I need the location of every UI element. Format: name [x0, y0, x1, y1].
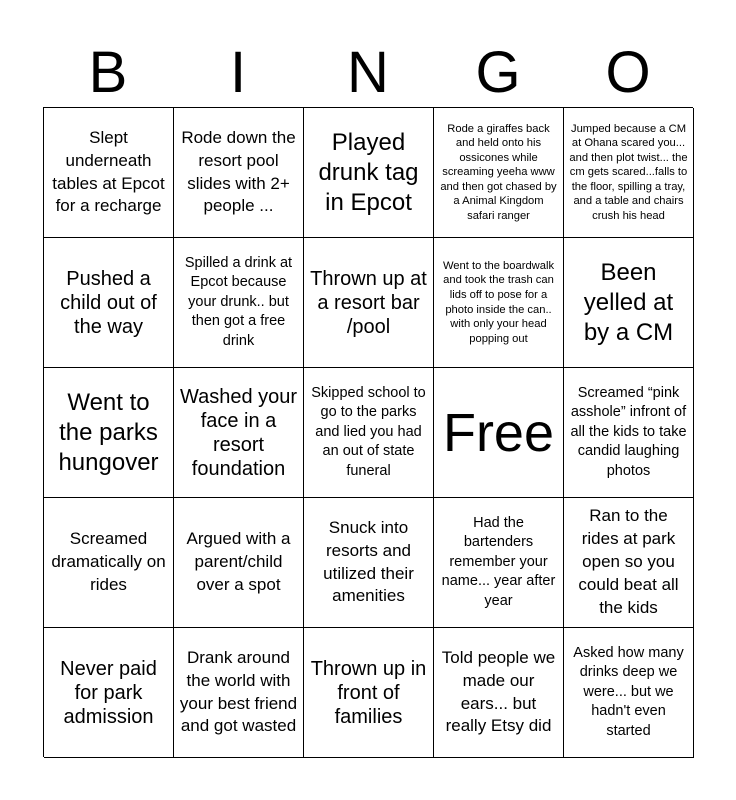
header-letter-b: B: [88, 40, 128, 105]
bingo-cell-r3c3[interactable]: [304, 368, 434, 498]
bingo-cell-r1c4[interactable]: [434, 108, 564, 238]
bingo-cell-r3c2[interactable]: [174, 368, 304, 498]
bingo-cell-r4c5[interactable]: [564, 498, 694, 628]
cell-text: Jumped because a CM at Ohana scared you... and then plot twist... the cm gets scared...falls to the floor, spilling a tray, and a table and chairs crush his head: [569, 122, 688, 222]
cell-text: Went to the boardwalk and took the trash can lids off to pose for a photo inside the can.. with only your head popping out: [442, 259, 555, 345]
cell-text: Been yelled at by a CM: [583, 258, 674, 346]
bingo-cell-r4c3[interactable]: [304, 498, 434, 628]
header-letter-g: G: [475, 40, 521, 105]
bingo-cell-r1c5[interactable]: [564, 108, 694, 238]
cell-text: Thrown up in front of families: [310, 657, 427, 728]
bingo-cell-r2c1[interactable]: [44, 238, 174, 368]
bingo-cell-r2c3[interactable]: [304, 238, 434, 368]
bingo-free-space[interactable]: [434, 368, 564, 498]
bingo-cell-r3c5[interactable]: [564, 368, 694, 498]
cell-text: Rode a giraffes back and held onto his ossicones while screaming yeeha www and then got chased by a Animal Kingdom safari ranger: [440, 122, 557, 222]
cell-text: Had the bartenders remember your name... year after year: [441, 514, 556, 609]
cell-text: Slept underneath tables at Epcot for a recharge: [52, 127, 165, 216]
cell-text: Skipped school to go to the parks and lied you had an out of state funeral: [311, 384, 426, 479]
bingo-cell-r4c2[interactable]: [174, 498, 304, 628]
cell-text: Snuck into resorts and utilized their amenities: [323, 517, 414, 606]
cell-text: Free: [442, 402, 555, 463]
bingo-cell-r5c2[interactable]: [174, 628, 304, 758]
cell-text: Washed your face in a resort foundation: [179, 385, 298, 480]
bingo-cell-r2c4[interactable]: [434, 238, 564, 368]
cell-text: Argued with a parent/child over a spot: [186, 529, 291, 594]
bingo-cell-r5c3[interactable]: [304, 628, 434, 758]
bingo-cell-r2c2[interactable]: [174, 238, 304, 368]
bingo-cell-r5c5[interactable]: [564, 628, 694, 758]
cell-text: Spilled a drink at Epcot because your drunk.. but then got a free drink: [184, 254, 293, 349]
header-letter-i: I: [229, 40, 247, 105]
bingo-cell-r1c3[interactable]: [304, 108, 434, 238]
bingo-header: [43, 40, 693, 106]
cell-text: Never paid for park admission: [60, 657, 157, 728]
cell-text: Screamed dramatically on rides: [51, 529, 166, 594]
bingo-cell-r1c1[interactable]: [44, 108, 174, 238]
bingo-cell-r5c4[interactable]: [434, 628, 564, 758]
bingo-cell-r2c5[interactable]: [564, 238, 694, 368]
bingo-cell-r1c2[interactable]: [174, 108, 304, 238]
cell-text: Thrown up at a resort bar /pool: [310, 267, 427, 338]
cell-text: Went to the parks hungover: [58, 388, 159, 476]
cell-text: Ran to the rides at park open so you could beat all the kids: [578, 506, 679, 617]
bingo-grid: [43, 107, 693, 757]
cell-text: Told people we made our ears... but really Etsy did: [441, 647, 556, 736]
cell-text: Rode down the resort pool slides with 2+ people ...: [181, 127, 296, 216]
bingo-cell-r4c1[interactable]: [44, 498, 174, 628]
cell-text: Asked how many drinks deep we were... but we hadn't even started: [573, 644, 684, 739]
cell-text: Pushed a child out of the way: [60, 267, 157, 338]
header-letter-n: N: [347, 40, 389, 105]
cell-text: Screamed “pink asshole” infront of all the kids to take candid laughing photos: [570, 384, 687, 479]
bingo-cell-r4c4[interactable]: [434, 498, 564, 628]
header-letter-o: O: [605, 40, 651, 105]
cell-text: Drank around the world with your best friend and got wasted: [179, 647, 298, 736]
bingo-cell-r5c1[interactable]: [44, 628, 174, 758]
bingo-cell-r3c1[interactable]: [44, 368, 174, 498]
cell-text: Played drunk tag in Epcot: [318, 128, 419, 216]
